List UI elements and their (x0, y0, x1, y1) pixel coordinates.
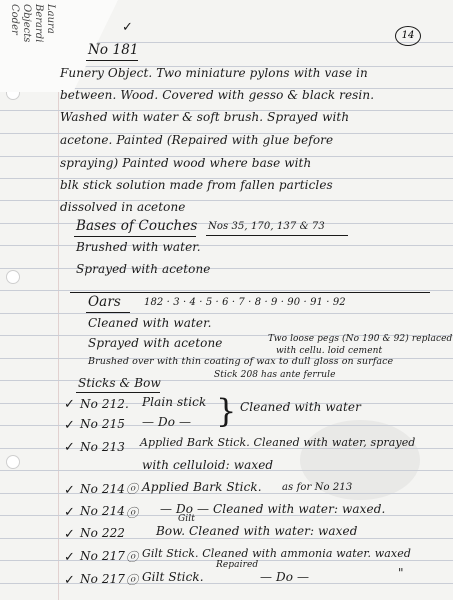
tab-text: Laura (45, 4, 56, 34)
item-text: Bow. Cleaned with water: waxed (156, 524, 358, 538)
ruled-line (0, 290, 453, 291)
binder-hole (6, 270, 20, 284)
item-text: Applied Bark Stick. Cleaned with water, sprayed (140, 436, 416, 449)
object-numbers: Nos 35, 170, 137 & 73 (208, 221, 325, 232)
insertion-note: Gilt (178, 514, 195, 524)
check-mark-icon: ✓ (64, 397, 75, 412)
circle-mark-icon: ⓞ (126, 550, 139, 564)
ruled-line (0, 245, 453, 246)
check-mark-icon: ✓ (64, 440, 75, 455)
item-number: No 214 (80, 504, 126, 518)
ruled-line (0, 268, 453, 269)
section-heading: Sticks & Bow (78, 376, 161, 390)
item-number: No 214 (80, 482, 126, 496)
circle-mark-icon: ⓞ (126, 506, 139, 520)
circle-mark-icon: ⓞ (126, 573, 139, 587)
item-number: No 222 (80, 526, 126, 540)
item-text: Applied Bark Stick. (142, 480, 262, 494)
item-number: No 212. (80, 397, 129, 411)
check-mark-icon: ✓ (64, 418, 75, 433)
underline (76, 392, 160, 393)
item-text: — Do — (142, 415, 192, 429)
object-numbers: 182 · 3 · 4 · 5 · 6 · 7 · 8 · 9 · 90 · 91 · 92 (144, 297, 346, 308)
underline (86, 312, 130, 313)
binder-hole (6, 455, 20, 469)
entry-line: acetone. Painted (Repaired with glue before (60, 133, 334, 147)
margin-note: Two loose pegs (No 190 & 92) replaced (268, 334, 453, 344)
section-heading: Bases of Couches (76, 218, 198, 234)
margin-note: as for No 213 (282, 482, 353, 493)
item-number: No 213 (80, 440, 126, 454)
margin-note: Stick 208 has ante ferrule (214, 370, 336, 380)
entry-line: blk stick solution made from fallen particles (60, 178, 333, 192)
item-text: with celluloid: waxed (142, 458, 274, 472)
page-number: 14 (395, 26, 421, 46)
ditto-note: — Do — (260, 570, 310, 584)
entry-line: Funery Object. Two miniature pylons with vase in (60, 66, 368, 80)
item-number: No 215 (80, 417, 126, 431)
circle-mark-icon: ⓞ (126, 482, 139, 496)
check-mark-icon: ✓ (64, 527, 75, 542)
ruled-line (0, 313, 453, 314)
entry-line: Sprayed with acetone (76, 262, 211, 276)
ruled-line (0, 380, 453, 381)
underline (86, 60, 138, 61)
divider-line (70, 292, 430, 293)
check-mark-icon: ✓ (64, 550, 75, 565)
item-text: Plain stick (142, 395, 207, 409)
entry-line: spraying) Painted wood where base with (60, 156, 312, 170)
check-mark-icon: ✓ (64, 483, 75, 498)
item-number: No 217 (80, 572, 126, 586)
entry-line: Washed with water & soft brush. Sprayed with (60, 110, 350, 124)
underline (74, 236, 196, 237)
entry-line: Brushed over with thin coating of wax to dull gloss on surface (88, 356, 394, 367)
entry-line: between. Wood. Covered with gesso & black resin. (60, 88, 375, 102)
tab-text: Objects (21, 4, 32, 43)
section-heading: Oars (88, 294, 121, 310)
entry-line: dissolved in acetone (60, 200, 186, 214)
check-mark-icon: ✓ (64, 573, 75, 588)
bracket-note: Cleaned with water (240, 400, 361, 414)
entry-line: Sprayed with acetone (88, 336, 223, 350)
check-mark-icon: ✓ (122, 20, 133, 35)
entry-line: Cleaned with water. (88, 316, 212, 330)
ditto-mark: " (398, 566, 404, 580)
check-mark-icon: ✓ (64, 505, 75, 520)
item-number: No 217 (80, 549, 126, 563)
item-text: — Do — Cleaned with water: waxed. (160, 502, 386, 516)
entry-number: No 181 (88, 42, 139, 58)
entry-line: Brushed with water. (76, 240, 201, 254)
item-text: Gilt Stick. Cleaned with ammonia water. waxed (142, 547, 411, 560)
insertion-note: Repaired (216, 560, 259, 570)
bracket-icon: } (216, 392, 237, 430)
item-text: Gilt Stick. (142, 570, 204, 584)
tab-text: Berardi (33, 4, 44, 43)
tab-text: Coder (9, 4, 20, 35)
underline (206, 235, 348, 236)
margin-note: with cellu. loid cement (276, 346, 383, 356)
